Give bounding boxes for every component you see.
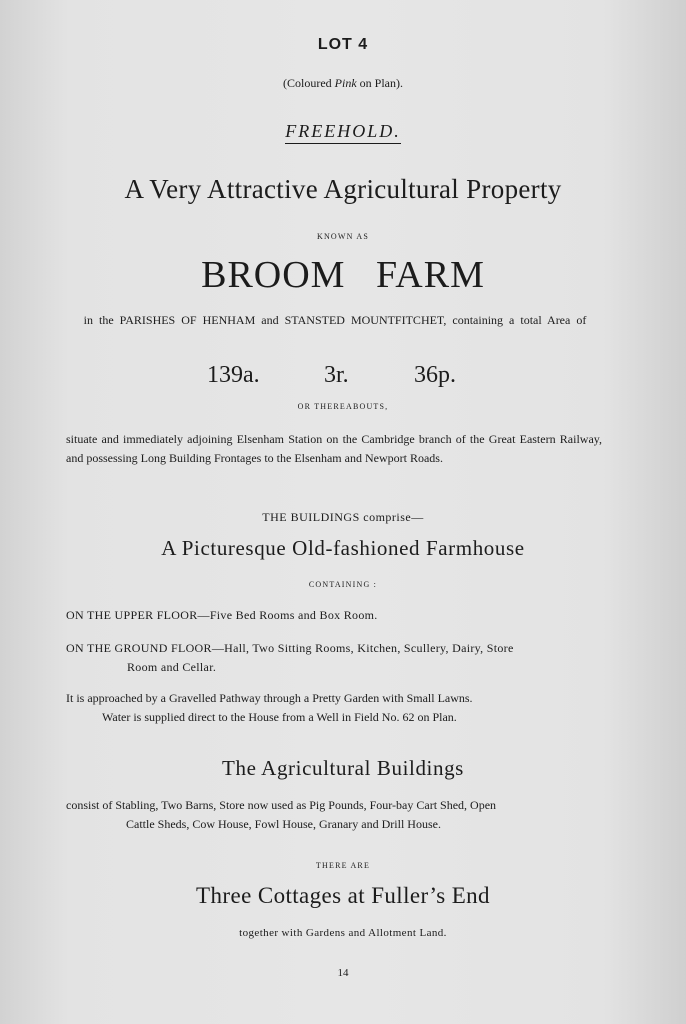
buildings-comprise-label: THE BUILDINGS comprise— bbox=[262, 510, 424, 524]
farm-name: BROOM FARM bbox=[201, 254, 485, 296]
there-are-label: THERE ARE bbox=[315, 861, 371, 870]
agricultural-buildings-description bbox=[66, 796, 602, 834]
property-headline: A Very Attractive Agricultural Property bbox=[124, 174, 562, 204]
ground-floor-line-2: Room and Cellar. bbox=[127, 660, 217, 674]
area-acres: 139a. bbox=[207, 362, 260, 388]
or-thereabouts-label: OR THEREABOUTS, bbox=[297, 402, 389, 411]
area-roods: 3r. bbox=[324, 362, 349, 388]
approach-line-1: It is approached by a Gravelled Pathway through a Pretty Garden with Small Lawns. bbox=[66, 691, 473, 705]
colour-note-prefix: (Coloured bbox=[283, 76, 335, 90]
freehold-text: FREEHOLD. bbox=[285, 121, 401, 144]
approach-description bbox=[66, 689, 602, 727]
known-as-label: KNOWN AS bbox=[316, 232, 370, 241]
consist-line-2: Cattle Sheds, Cow House, Fowl House, Granary and Drill House. bbox=[126, 817, 441, 831]
cottages-description: together with Gardens and Allotment Land. bbox=[239, 927, 447, 939]
tenure-heading bbox=[0, 121, 686, 142]
consist-line-1: consist of Stabling, Two Barns, Store now used as Pig Pounds, Four-bay Cart Shed, Open bbox=[66, 798, 497, 812]
cottages-heading: Three Cottages at Fuller’s End bbox=[196, 883, 490, 908]
page-number: 14 bbox=[337, 967, 349, 979]
parishes-text: in the PARISHES OF HENHAM and STANSTED MOUNTFITCHET, containing a total Area of bbox=[83, 313, 587, 327]
location-description: situate and immediately adjoining Elsenham Station on the Cambridge branch of the Great Eastern Railway, and possessing Long Building Frontages to the Elsenham and Newport Roads. bbox=[66, 432, 602, 465]
ground-floor-line-1: ON THE GROUND FLOOR—Hall, Two Sitting Rooms, Kitchen, Scullery, Dairy, Store bbox=[66, 641, 514, 655]
approach-line-2: Water is supplied direct to the House from a Well in Field No. 62 on Plan. bbox=[102, 710, 457, 724]
area-perches: 36p. bbox=[414, 362, 456, 388]
containing-label: CONTAINING : bbox=[308, 580, 378, 589]
colour-note-suffix: on Plan). bbox=[356, 76, 403, 90]
lot-number: LOT 4 bbox=[317, 36, 369, 53]
plan-colour-note bbox=[0, 76, 686, 91]
agricultural-buildings-heading: The Agricultural Buildings bbox=[222, 756, 464, 780]
colour-note-colour: Pink bbox=[334, 76, 357, 90]
ground-floor-description bbox=[66, 639, 602, 677]
upper-floor-description: ON THE UPPER FLOOR—Five Bed Rooms and Box Room. bbox=[66, 608, 378, 622]
farmhouse-heading: A Picturesque Old-fashioned Farmhouse bbox=[161, 536, 525, 560]
